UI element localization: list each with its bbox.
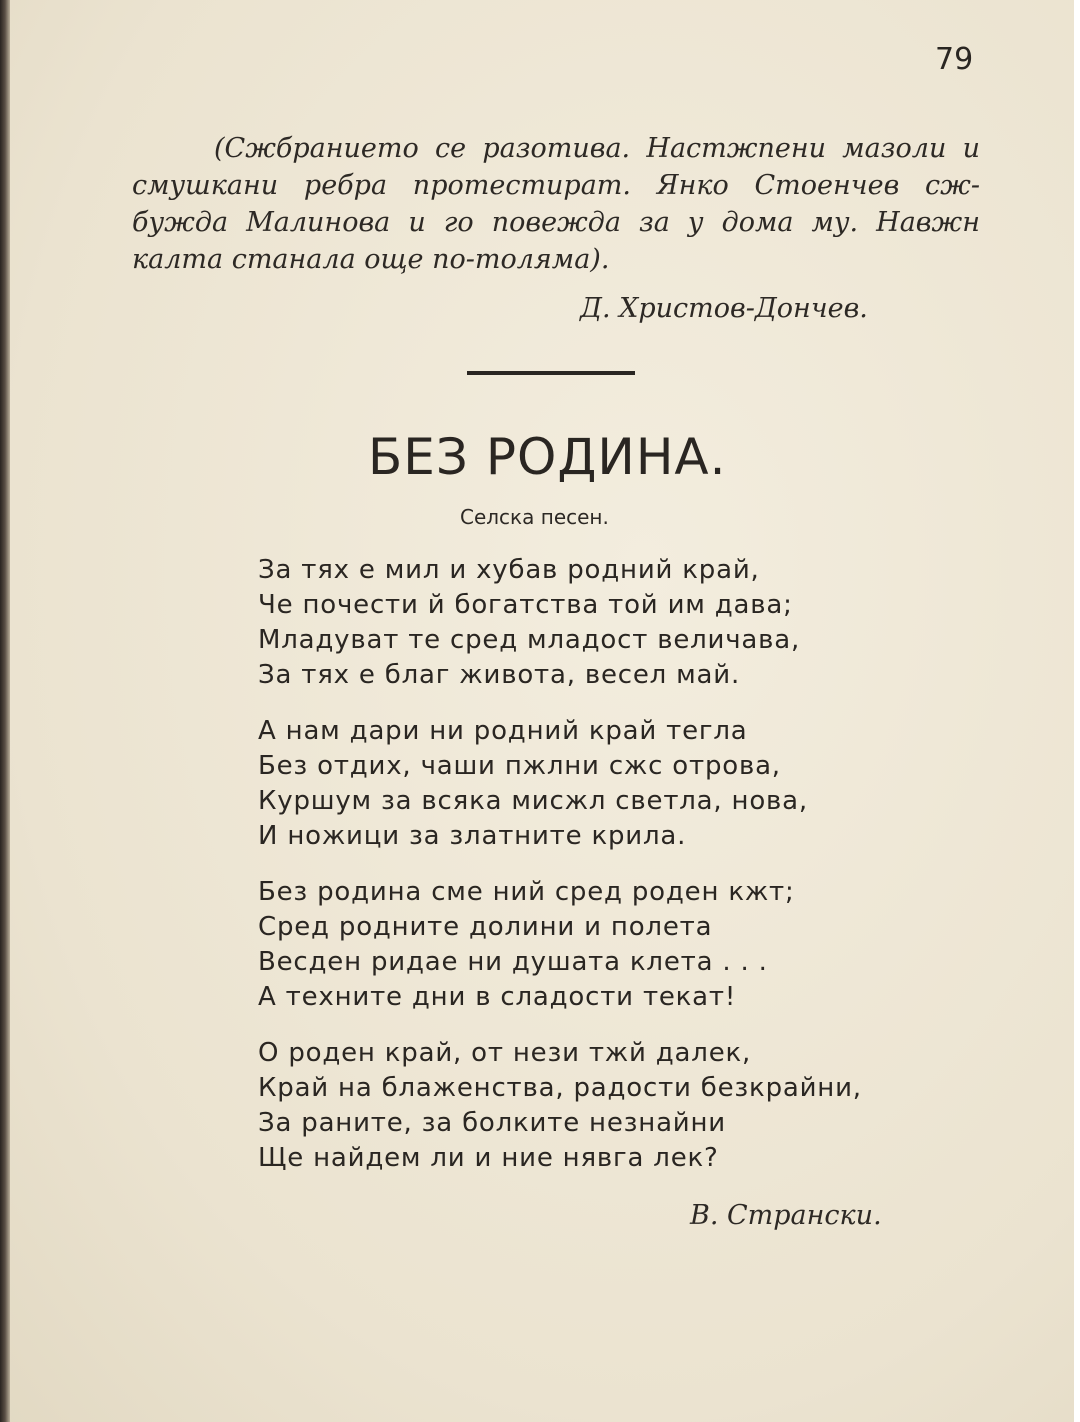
poem-stanza — [258, 875, 948, 1015]
poem-stanza — [258, 1036, 948, 1176]
poem-verse: За тях е благ живота, весел май. — [258, 660, 741, 690]
author-signature-christov: Д. Христов-Дончев. — [580, 293, 868, 324]
poem-stanza — [258, 553, 948, 693]
author-signature-stranski: В. Странски. — [690, 1200, 882, 1231]
poem-verse: За тях е мил и хубав родний край, — [258, 555, 760, 585]
poem-verse: Без отдих, чаши пжлни сжс отрова, — [258, 751, 781, 781]
poem-verse: Край на блаженства, радости безкрайни, — [258, 1073, 862, 1103]
poem-verse: И ножици за златните крила. — [258, 821, 687, 851]
page-number: 79 — [935, 42, 974, 77]
stage-direction-line: (Сжбранието се разотива. Настжпени мазоли и — [214, 133, 980, 164]
poem-verse: Куршум за всяка мисжл светла, нова, — [258, 786, 808, 816]
poem-subtitle: Селска песен. — [460, 505, 609, 529]
section-divider — [467, 371, 635, 375]
poem-stanza — [258, 714, 948, 854]
poem-body — [258, 553, 948, 1197]
stage-direction-line: бужда Малинова и го повежда за у дома му. Навжн — [132, 207, 980, 238]
stage-direction-line: калта станала още по-толяма). — [132, 244, 610, 275]
poem-verse: Младуват те сред младост величава, — [258, 625, 801, 655]
poem-title: БЕЗ РОДИНА. — [368, 428, 727, 486]
poem-verse: Весден ридае ни душата клета . . . — [258, 947, 768, 977]
poem-verse: Ще найдем ли и ние нявга лек? — [258, 1143, 719, 1173]
poem-verse: О роден край, от нези тжй далек, — [258, 1038, 752, 1068]
poem-verse: А техните дни в сладости текат! — [258, 982, 737, 1012]
stage-direction-line: смушкани ребра протестират. Янко Стоенчев сж- — [132, 170, 980, 201]
poem-verse: А нам дари ни родний край тегла — [258, 716, 748, 746]
stage-direction-paragraph — [132, 130, 980, 278]
poem-verse: Сред родните долини и полета — [258, 912, 713, 942]
poem-verse: Без родина сме ний сред роден кжт; — [258, 877, 795, 907]
poem-verse: Че почести й богатства той им дава; — [258, 590, 793, 620]
page-binding-edge — [0, 0, 10, 1422]
poem-verse: За раните, за болките незнайни — [258, 1108, 727, 1138]
